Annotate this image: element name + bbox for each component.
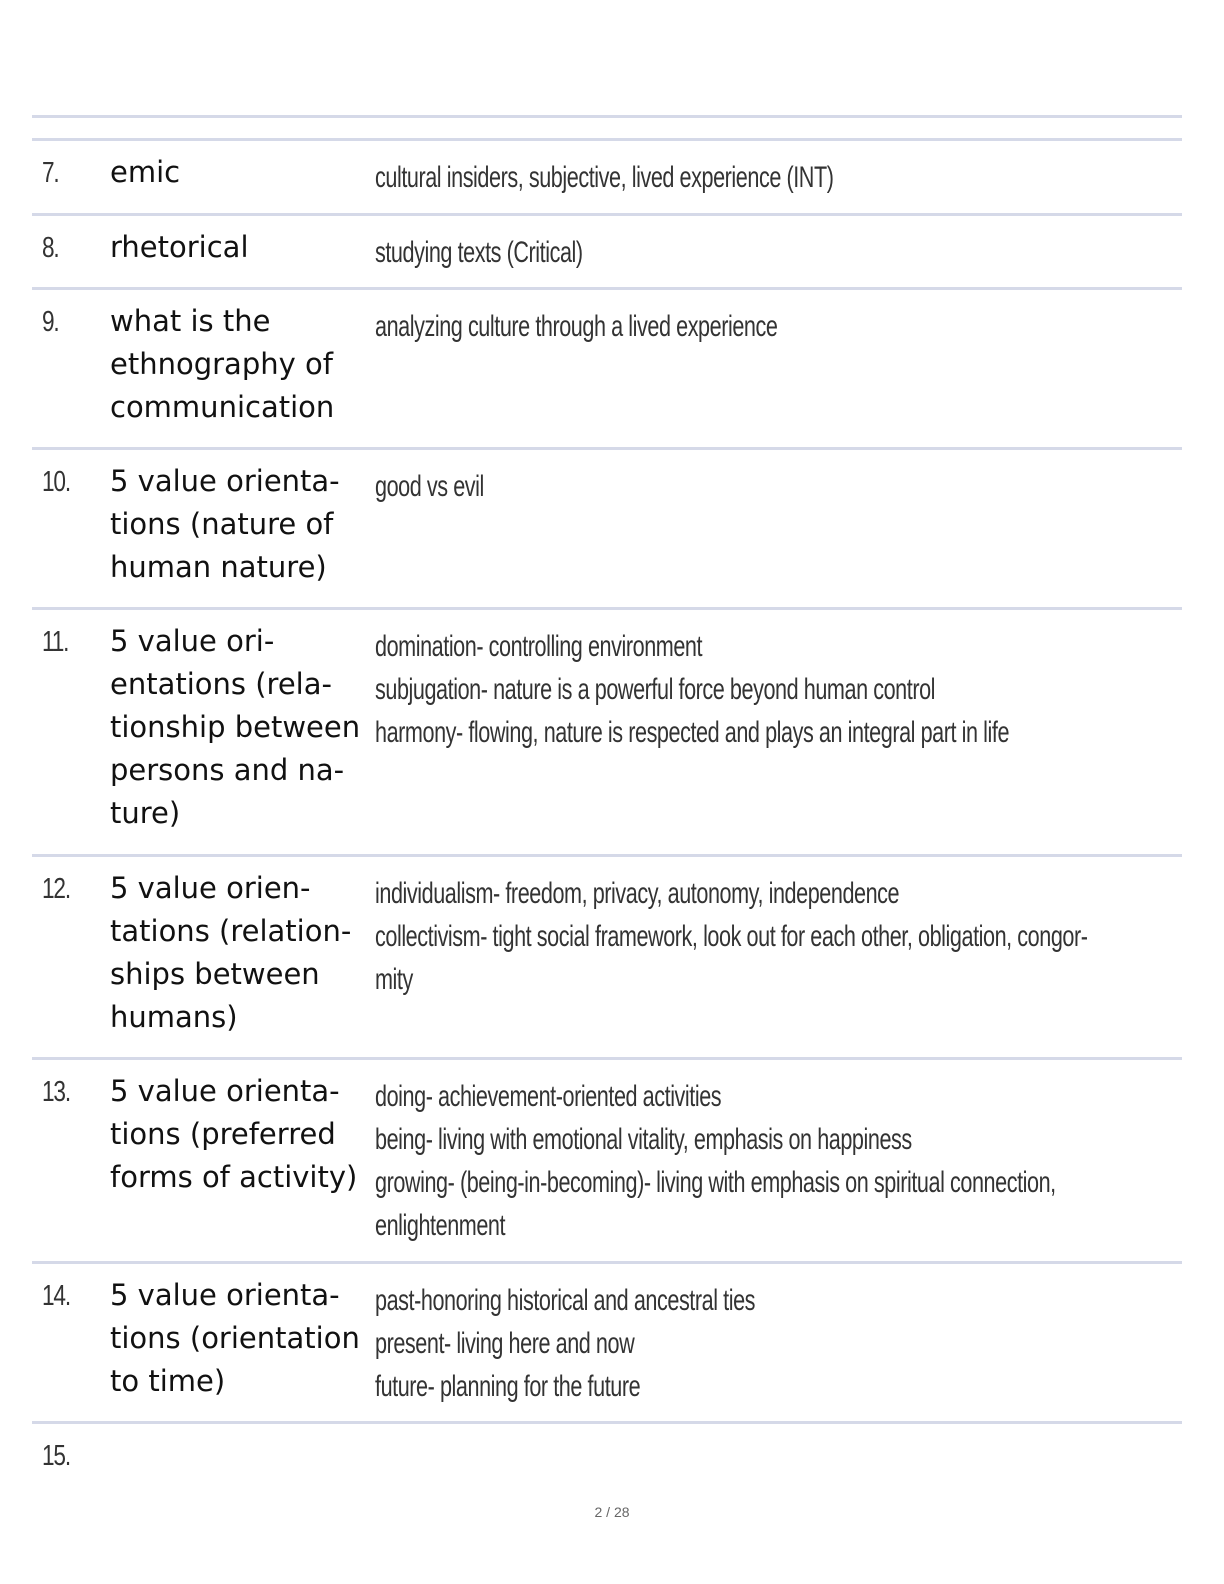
definition-line: domination- controlling environment xyxy=(375,630,703,663)
card-term: what is the ethnography of communication xyxy=(110,304,335,424)
definition-line: past-honoring historical and ancestral ties xyxy=(375,1284,756,1317)
card-number: 10. xyxy=(42,466,70,498)
flashcard-row xyxy=(32,1421,1182,1491)
card-term: 5 value orienta- tions (orientation to time) xyxy=(110,1278,360,1398)
definition-line: growing- (being-in-becoming)- living with emphasis on spiritual connection, xyxy=(375,1166,1056,1199)
definition-line: individualism- freedom, privacy, autonomy, independence xyxy=(375,877,900,910)
card-number: 8. xyxy=(42,232,59,264)
flashcard-row xyxy=(32,447,1182,607)
card-term: rhetorical xyxy=(110,230,249,264)
flashcard-row xyxy=(32,287,1182,447)
top-divider xyxy=(32,115,1182,118)
flashcard-row xyxy=(32,1261,1182,1421)
card-term: 5 value orienta- tions (preferred forms of activity) xyxy=(110,1074,358,1194)
card-term: emic xyxy=(110,155,181,189)
definition-line: good vs evil xyxy=(375,470,484,503)
card-term: 5 value orien- tations (relation- ships between humans) xyxy=(110,871,352,1034)
definition-line: cultural insiders, subjective, lived experience (INT) xyxy=(375,161,834,194)
definition-line: analyzing culture through a lived experience xyxy=(375,310,778,343)
card-definition xyxy=(375,1075,1095,1247)
card-number: 11. xyxy=(42,626,69,658)
flashcard-row xyxy=(32,138,1182,213)
definition-line: harmony- flowing, nature is respected and plays an integral part in life xyxy=(375,716,1010,749)
page-number: 2 / 28 xyxy=(594,1504,630,1520)
card-definition xyxy=(375,465,1095,508)
flashcard-row xyxy=(32,213,1182,287)
card-definition xyxy=(375,1279,1095,1408)
card-number: 14. xyxy=(42,1280,70,1312)
definition-line: doing- achievement-oriented activities xyxy=(375,1080,722,1113)
card-number: 9. xyxy=(42,306,59,338)
card-definition xyxy=(375,625,1095,754)
definition-line: future- planning for the future xyxy=(375,1370,641,1403)
definition-line: being- living with emotional vitality, emphasis on happiness xyxy=(375,1123,912,1156)
definition-line: subjugation- nature is a powerful force beyond human control xyxy=(375,673,936,706)
card-number: 15. xyxy=(42,1440,70,1472)
definition-line: present- living here and now xyxy=(375,1327,635,1360)
card-definition xyxy=(375,156,1095,199)
card-number: 13. xyxy=(42,1076,70,1108)
card-definition xyxy=(375,231,1095,274)
flashcard-row xyxy=(32,854,1182,1057)
definition-line: collectivism- tight social framework, look out for each other, obligation, congor- xyxy=(375,920,1088,953)
definition-line: enlightenment xyxy=(375,1209,506,1242)
card-definition xyxy=(375,872,1095,1001)
card-number: 12. xyxy=(42,873,70,905)
definition-line: studying texts (Critical) xyxy=(375,236,583,269)
card-term: 5 value ori- entations (rela- tionship between persons and na- ture) xyxy=(110,624,361,830)
flashcard-row xyxy=(32,607,1182,854)
flashcard-row xyxy=(32,1057,1182,1261)
flashcard-list xyxy=(32,138,1182,1491)
card-definition xyxy=(375,305,1095,348)
card-term: 5 value orienta- tions (nature of human nature) xyxy=(110,464,340,584)
card-number: 7. xyxy=(42,157,59,189)
definition-line: mity xyxy=(375,963,413,996)
